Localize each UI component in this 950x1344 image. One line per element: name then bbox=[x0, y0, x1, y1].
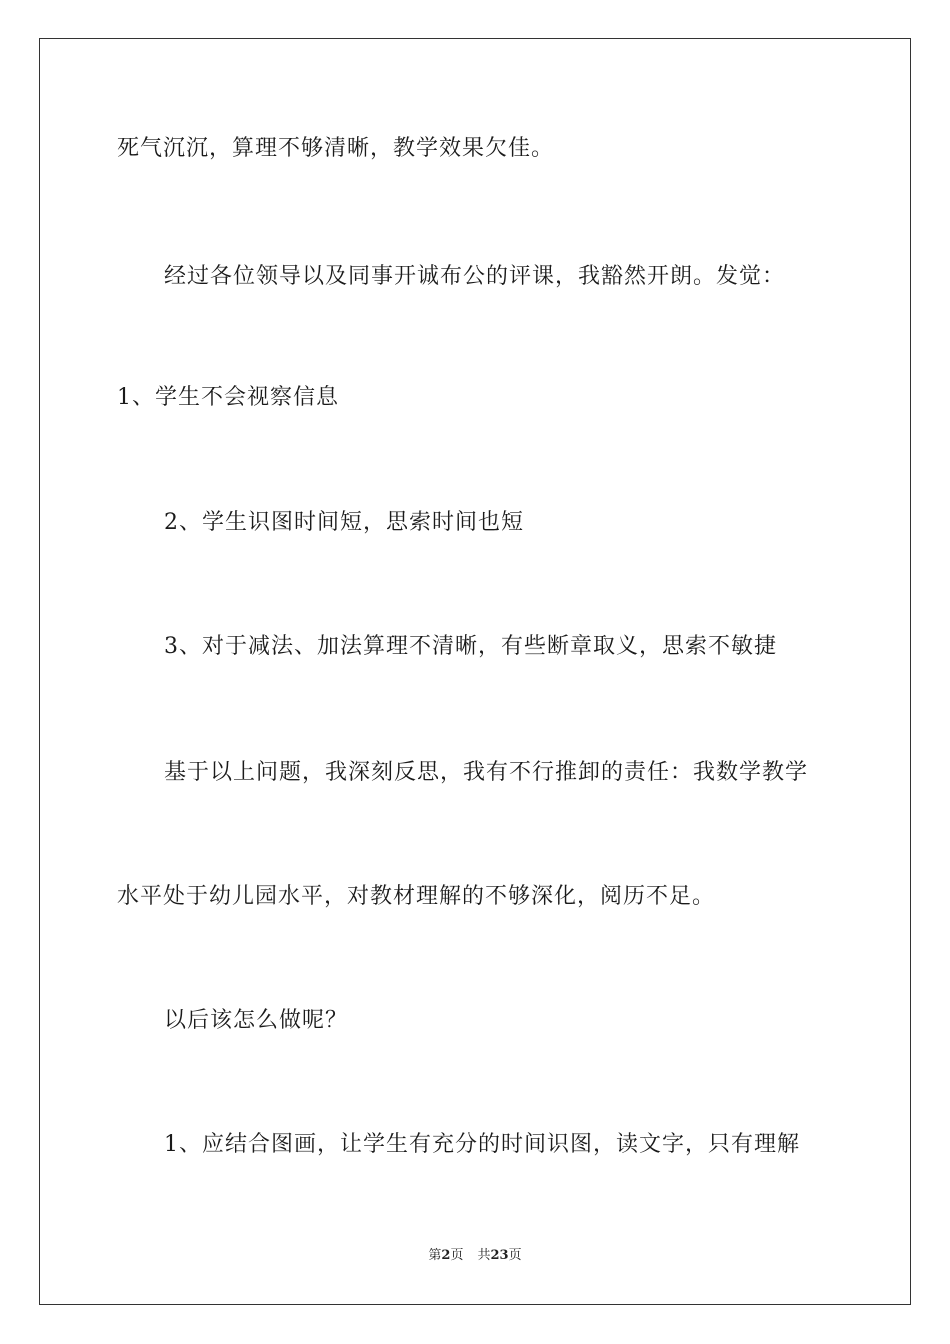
footer-page-suffix: 页 bbox=[450, 1248, 464, 1263]
footer-total-suffix: 页 bbox=[508, 1248, 522, 1263]
current-page-number: 2 bbox=[441, 1248, 451, 1263]
footer-prefix: 第 bbox=[428, 1248, 442, 1263]
total-page-count: 23 bbox=[490, 1248, 509, 1263]
paragraph-line: 以后该怎么做呢？ bbox=[164, 1008, 349, 1033]
paragraph-line: 经过各位领导以及同事开诚布公的评课，我豁然开朗。发觉： bbox=[164, 264, 786, 289]
page-border bbox=[39, 38, 911, 1305]
list-item: 1、学生不会视察信息 bbox=[117, 385, 339, 410]
footer-total-prefix: 共 bbox=[477, 1248, 491, 1263]
list-item: 3、对于减法、加法算理不清晰，有些断章取义，思索不敏捷 bbox=[164, 634, 777, 659]
paragraph-line: 死气沉沉，算理不够清晰，教学效果欠佳。 bbox=[117, 136, 555, 161]
page-footer bbox=[0, 1247, 950, 1265]
list-item: 2、学生识图时间短，思索时间也短 bbox=[164, 510, 524, 535]
list-item: 1、应结合图画，让学生有充分的时间识图，读文字，只有理解 bbox=[164, 1132, 800, 1157]
paragraph-line: 水平处于幼儿园水平，对教材理解的不够深化，阅历不足。 bbox=[117, 884, 716, 909]
paragraph-line: 基于以上问题，我深刻反思，我有不行推卸的责任：我数学教学 bbox=[164, 760, 809, 785]
